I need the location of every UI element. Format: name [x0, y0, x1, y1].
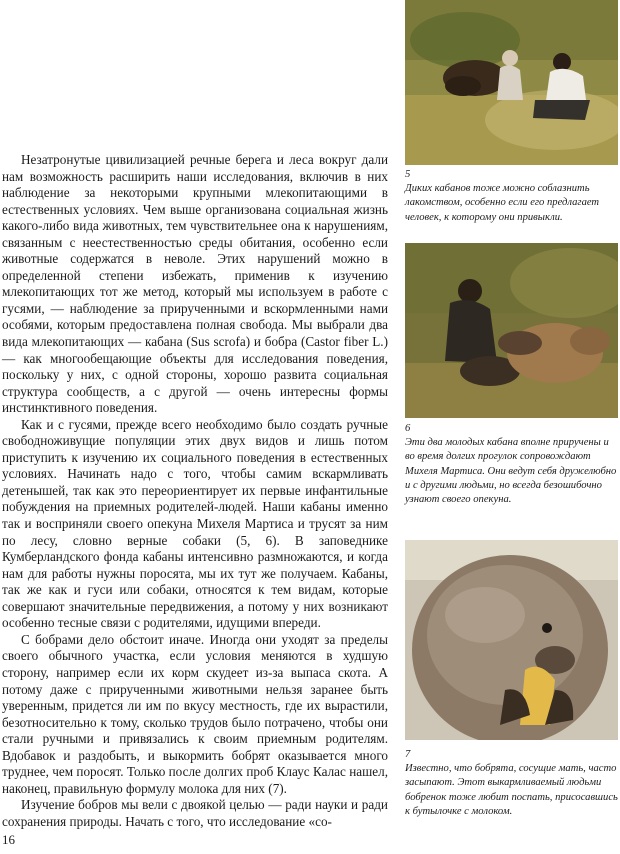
- figure-number: 6: [405, 423, 411, 434]
- figure-caption: [405, 422, 618, 507]
- paragraph: Незатронутые цивилизацией речные берега и леса вокруг дали нам возможность расширить наши исследования, включив в них наблюдение за некоторыми крупными млекопитающими в естественных условиях. Чем выше организована социальная жизнь какого-либо вида животных, тем чувствительнее она к нарушениям, связанным с неестественностью среды обитания, особенно если животные содержатся в неволе. Этих нарушений можно в определенной степени избежать, применив к изучению млекопитающих тот же метод, который мы используем в работе с гусями, — наблюдение за прирученными и вскормленными нами особями, которым предоставлена полная свобода. Мы выбрали два вида млекопитающих — кабана (Sus scrofa) и бобра (Castor fiber L.) — как многообещающие объекты для исследования поведения, поскольку у них, с одной стороны, хорошо развита социальная структура сообществ, а с другой — очень интересны формы инстинктивного поведения.: [2, 152, 388, 416]
- paragraph: С бобрами дело обстоит иначе. Иногда они уходят за пределы своего обычного участка, если условия меняются в худшую сторону, например если их корм скудеет из-за выпаса скота. А потому даже с прирученными животными нельзя заранее быть уверенным, придется ли им по вкусу местность, где их вырастили, безотносительно к тому, сколько трудов было потрачено, чтобы они стали ручными и привязались к своим приемным родителям. Вдобавок и раздобыть, и выкормить бобрят оказывается много труднее, чем поросят. Только после долгих проб Клаус Калас нашел, наконец, правильную формулу молока для них (7).: [2, 631, 388, 796]
- figure-number: 7: [405, 749, 411, 760]
- figure-number: 5: [405, 169, 411, 180]
- body-text: [2, 152, 388, 830]
- figure-caption: [405, 748, 618, 819]
- photo-beaver-kit: [405, 540, 618, 740]
- photo-wild-boar-feeding: [405, 0, 618, 165]
- caption-text: Известно, что бобрята, сосущие мать, часто засыпают. Этот выкармливаемый людьми бобренок тоже любит поспать, присосавшись к бутылочке с молоком.: [405, 763, 618, 817]
- photo-young-boars: [405, 243, 618, 418]
- paragraph: Изучение бобров мы вели с двоякой целью — ради науки и ради сохранения природы. Начать с того, что исследование «со-: [2, 797, 388, 829]
- figure-caption: [405, 168, 618, 225]
- caption-text: Эти два молодых кабана вполне приручены и во время долгих прогулок сопровождают Михеля Мартиса. Они ведут себя дружелюбно и с другими людьми, но всегда безошибочно узнают своего опекуна.: [405, 437, 617, 506]
- paragraph: Как и с гусями, прежде всего необходимо было создать ручные свободноживущие популяции этих двух видов и лишь потом приступить к изучению их социального поведения в естественных условиях. Начинать надо с того, чтобы самим вскармливать детенышей, так как это переориентирует их первые инфантильные побуждения на приемных родителей-людей. Наши кабаны именно так и восприняли своего опекуна Михеля Мартиса и трусят за ним по лесу, словно верные собаки (5, 6). В заповеднике Кумберландского фонда кабаны интенсивно размножаются, и когда нам для работы нужны поросята, мы их тут же получаем. Кабаны, так же как и гуси или собаки, относятся к тем видам, которые совершают значительные передвижения, а потому у них возникают особенно тесные связи с родителями, идущими впереди.: [2, 416, 388, 631]
- page-number: 16: [2, 832, 15, 847]
- caption-text: Диких кабанов тоже можно соблазнить лакомством, особенно если его предлагает человек, к которому они привыкли.: [405, 183, 600, 223]
